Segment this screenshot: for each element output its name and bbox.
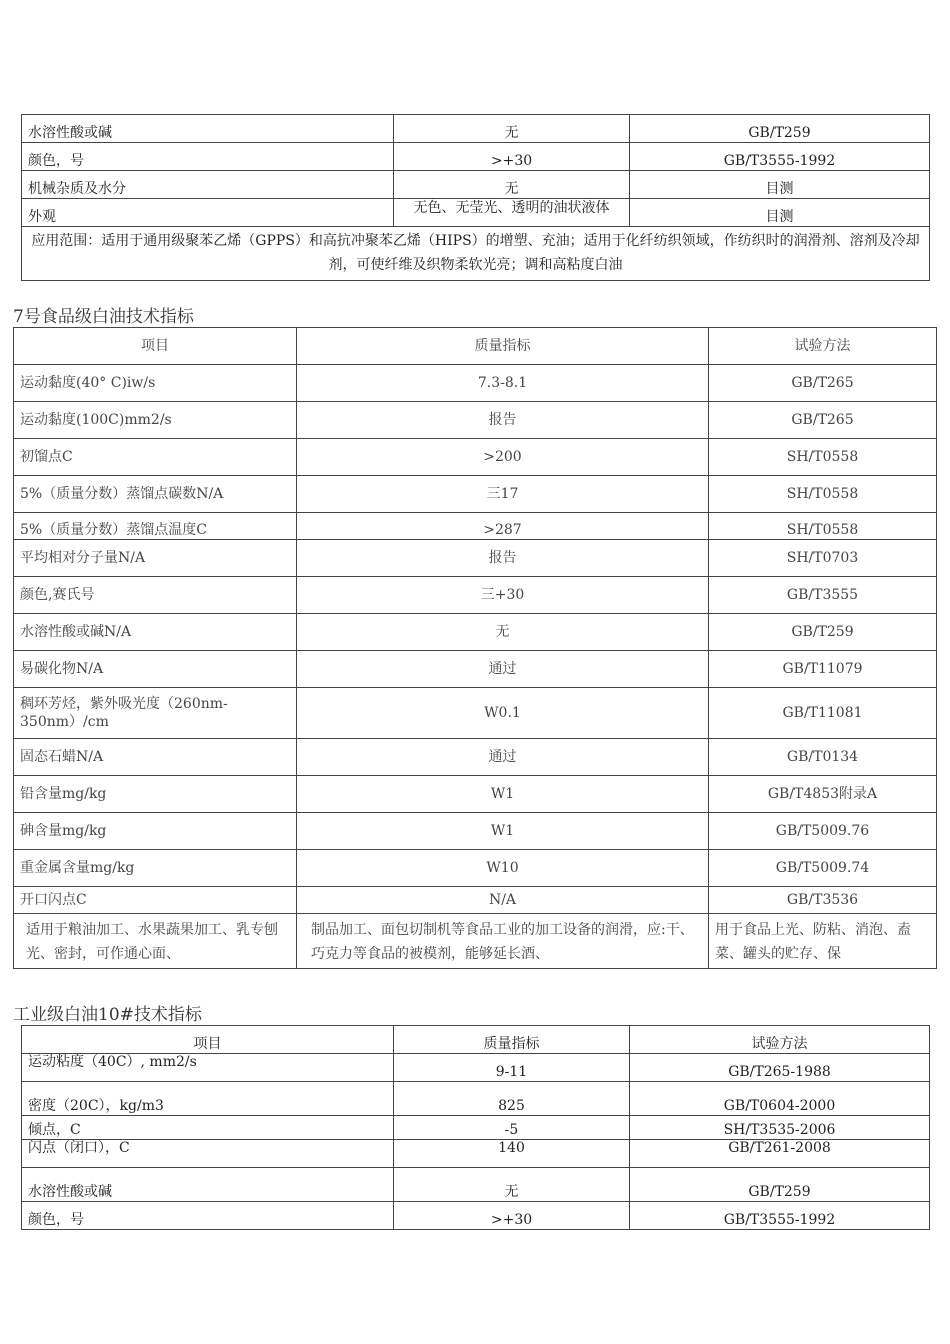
table-header-row [14,328,937,365]
value-cell: 通过 [297,739,709,776]
method-cell: 目测 [630,171,930,199]
column-header: 质量指标 [394,1026,630,1054]
table-industrial-white-oil [21,1025,930,1230]
value-cell: W1 [297,813,709,850]
table-row [14,476,937,513]
method-cell: GB/T5009.74 [709,850,937,887]
application-cell: 应用范围：适用于通用级聚苯乙烯（GPPS）和高抗冲聚苯乙烯（HIPS）的增塑、充油；适用于化纤纺织领域，作纺织时的润滑剂、溶剂及冷却剂，可使纤维及织物柔软光亮；调和高粘度白油 [22,227,930,281]
item-cell: 水溶性酸或碱 [22,1168,394,1202]
value-cell: 报告 [297,540,709,577]
method-cell: SH/T0558 [709,439,937,476]
application-cell: 适用于粮油加工、水果蔬果加工、乳专刨光、密封，可作通心面、 [14,914,297,969]
item-cell: 运动黏度(40° C)iw/s [14,365,297,402]
item-cell: 水溶性酸或碱N/A [14,614,297,651]
item-cell: 闪点（闭口），C [22,1140,394,1168]
table-row [14,776,937,813]
method-cell: GB/T3536 [709,887,937,914]
table-row [22,171,930,199]
column-header: 试验方法 [709,328,937,365]
item-cell: 倾点，C [22,1116,394,1140]
table-row [14,577,937,614]
method-cell: GB/T261-2008 [630,1140,930,1168]
table-row [14,850,937,887]
table-row [22,1082,930,1116]
value-cell: W1 [297,776,709,813]
table-row [22,1202,930,1230]
item-cell: 砷含量mg/kg [14,813,297,850]
method-cell: GB/T11081 [709,688,937,739]
table-row [22,1116,930,1140]
table-row [14,887,937,914]
method-cell: GB/T5009.76 [709,813,937,850]
method-cell: GB/T265 [709,365,937,402]
column-header: 项目 [22,1026,394,1054]
method-cell: SH/T0558 [709,513,937,540]
method-cell: GB/T259 [709,614,937,651]
method-cell: GB/T4853附录A [709,776,937,813]
value-cell: 无 [297,614,709,651]
table-row [14,540,937,577]
value-cell: >+30 [394,1202,630,1230]
value-cell: >287 [297,513,709,540]
item-cell: 机械杂质及水分 [22,171,394,199]
value-cell: 9-11 [394,1054,630,1082]
item-cell: 5%（质量分数）蒸馏点碳数N/A [14,476,297,513]
item-cell: 初馏点C [14,439,297,476]
table-row [22,227,930,281]
value-cell: -5 [394,1116,630,1140]
table-row [22,1054,930,1082]
item-cell: 颜色，号 [22,1202,394,1230]
value-cell: 7.3-8.1 [297,365,709,402]
value-cell: 140 [394,1140,630,1168]
method-cell: GB/T259 [630,115,930,143]
table-row [14,914,937,969]
item-cell: 密度（20C），kg/m3 [22,1082,394,1116]
value-cell: 无 [394,1168,630,1202]
value-cell: N/A [297,887,709,914]
method-cell: GB/T3555-1992 [630,1202,930,1230]
item-cell: 运动黏度(100C)mm2/s [14,402,297,439]
table-row [14,365,937,402]
table-row [14,739,937,776]
table-header-row [22,1026,930,1054]
item-cell: 稠环芳烃，紫外吸光度（260nm-350nm）/cm [14,688,297,739]
value-cell: 无 [394,171,630,199]
table-row [14,402,937,439]
section-title: 工业级白油10#技术指标 [13,1005,202,1025]
table-row [14,651,937,688]
table-row [14,513,937,540]
column-header: 质量指标 [297,328,709,365]
item-cell: 易碳化物N/A [14,651,297,688]
table-row [14,688,937,739]
method-cell: GB/T259 [630,1168,930,1202]
value-cell: 通过 [297,651,709,688]
method-cell: 目测 [630,199,930,227]
method-cell: SH/T0558 [709,476,937,513]
table-food-grade-white-oil [13,327,937,969]
value-cell: 无 [394,115,630,143]
method-cell: GB/T265 [709,402,937,439]
item-cell: 平均相对分子量N/A [14,540,297,577]
item-cell: 水溶性酸或碱 [22,115,394,143]
value-cell: W10 [297,850,709,887]
value-cell: >200 [297,439,709,476]
item-cell: 颜色，号 [22,143,394,171]
table-row [22,143,930,171]
item-cell: 开口闪点C [14,887,297,914]
table-row [14,439,937,476]
table-white-oil-continued [21,114,930,281]
item-cell: 颜色,赛氏号 [14,577,297,614]
method-cell: GB/T3555-1992 [630,143,930,171]
item-cell: 5%（质量分数）蒸馏点温度C [14,513,297,540]
item-cell: 铅含量mg/kg [14,776,297,813]
method-cell: SH/T3535-2006 [630,1116,930,1140]
method-cell: SH/T0703 [709,540,937,577]
column-header: 试验方法 [630,1026,930,1054]
table-row [22,115,930,143]
value-cell: 报告 [297,402,709,439]
column-header: 项目 [14,328,297,365]
table-row [22,1140,930,1168]
item-cell: 外观 [22,199,394,227]
method-cell: GB/T0604-2000 [630,1082,930,1116]
item-cell: 重金属含量mg/kg [14,850,297,887]
method-cell: GB/T3555 [709,577,937,614]
table-row [22,199,930,227]
application-cell: 制品加工、面包切制机等食品工业的加工设备的润滑，应:干、巧克力等食品的被模剂，能够延长酒、 [297,914,709,969]
application-cell: 用于食品上光、防粘、消泡、盍菜、罐头的贮存、保 [709,914,937,969]
item-cell: 固态石蜡N/A [14,739,297,776]
value-cell: 三+30 [297,577,709,614]
method-cell: GB/T0134 [709,739,937,776]
table-row [22,1168,930,1202]
value-cell: 三17 [297,476,709,513]
value-cell: 825 [394,1082,630,1116]
item-cell: 运动粘度（40C）, mm2/s [22,1054,394,1082]
table-row [14,813,937,850]
table-row [14,614,937,651]
value-cell: 无色、无莹光、透明的油状液体 [394,199,630,227]
value-cell: >+30 [394,143,630,171]
section-title: 7号食品级白油技术指标 [13,307,194,327]
method-cell: GB/T11079 [709,651,937,688]
method-cell: GB/T265-1988 [630,1054,930,1082]
value-cell: W0.1 [297,688,709,739]
